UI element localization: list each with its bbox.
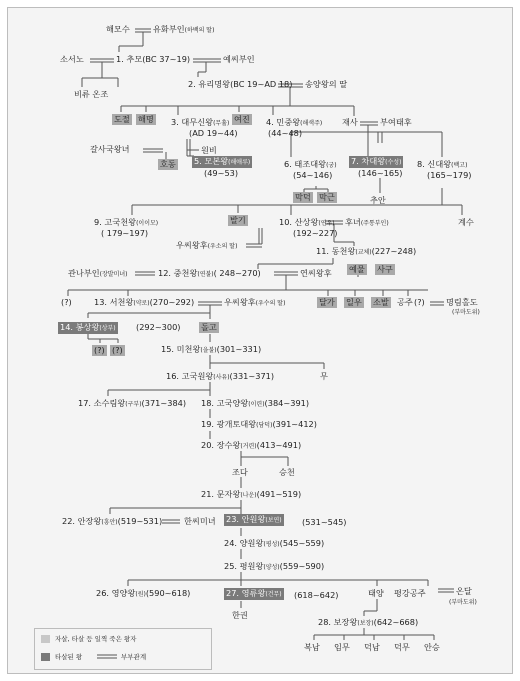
gwanggaeto-aka: (담덕) xyxy=(256,422,273,429)
yeongyang-reign: (590~618) xyxy=(145,588,191,598)
bongsang-aka: (상부) xyxy=(99,325,116,332)
jangsu-reign: (413~491) xyxy=(256,440,302,450)
gwanggaeto-reign: (391~412) xyxy=(272,419,317,429)
diagram-panel xyxy=(7,7,513,674)
sosurim-name: 17. 소수림왕 xyxy=(78,398,126,408)
jungcheon-name: 12. 중천왕 xyxy=(158,268,198,278)
node-yuri xyxy=(188,79,292,90)
gwanna-note: (장발미녀) xyxy=(99,271,128,278)
node-bojang xyxy=(318,617,418,629)
uqueen2-name: 우씨왕후 xyxy=(224,297,256,307)
node-anjang xyxy=(62,516,162,528)
node-buyeo: 부여태후 xyxy=(380,117,412,127)
yangwon-name: 24. 양원왕 xyxy=(224,538,264,548)
pyeongwon-reign: (559~590) xyxy=(279,561,325,571)
anwon-name: 23. 안원왕 xyxy=(226,514,266,524)
node-q3: (?) xyxy=(94,345,105,355)
uqueen-name: 우씨왕후 xyxy=(176,240,208,250)
taejo-name: 6. 태조대왕 xyxy=(284,159,327,169)
micheon-name: 15. 미천왕 xyxy=(161,344,201,354)
jungcheon-aka: (연불) xyxy=(197,271,214,278)
gogugyang-name: 18. 고국양왕 xyxy=(201,398,249,408)
bojang-reign: (642~668) xyxy=(373,617,419,627)
node-chuan: 추안 xyxy=(370,195,386,205)
node-balgi: 발기 xyxy=(230,215,246,225)
dongcheon-reign: (227~248) xyxy=(371,246,417,256)
anwon-aka: (보연) xyxy=(265,517,282,524)
yeongnyu-reign: (618~642) xyxy=(294,590,339,600)
taejo-reign: (54~146) xyxy=(293,170,333,180)
node-jaesa: 재사 xyxy=(342,117,358,127)
sindae-reign: (165~179) xyxy=(427,170,472,180)
node-uqueen2 xyxy=(224,297,285,309)
minjung-name: 4. 민중왕 xyxy=(266,117,301,127)
yangwon-reign: (545~559) xyxy=(279,538,325,548)
node-micheon xyxy=(161,344,261,356)
node-munja xyxy=(201,489,301,501)
munja-name: 21. 문자왕 xyxy=(201,489,241,499)
myeongim-note: (부마도위) xyxy=(452,309,480,316)
jumong-name: 1. 추모 xyxy=(116,54,143,64)
node-dalga: 달가 xyxy=(319,297,335,307)
bongsang-name: 14. 봉상왕 xyxy=(60,322,100,332)
node-dojeol: 도절 xyxy=(114,114,130,124)
yuri-name: 2. 유리명왕 xyxy=(188,79,231,89)
bojang-name: 28. 보장왕 xyxy=(318,617,358,627)
anjang-aka: (흥안) xyxy=(101,519,118,526)
huneo-aka: (주통부인) xyxy=(360,220,389,227)
node-ondal: 온달 xyxy=(456,586,472,596)
yeongnyu-name: 27. 영류왕 xyxy=(226,588,266,598)
node-myeongim: 명림홀도 xyxy=(446,297,478,307)
jangsu-name: 20. 장수왕 xyxy=(201,440,241,450)
anjang-name: 22. 안장왕 xyxy=(62,516,102,526)
sosurim-reign: (371~384) xyxy=(141,398,187,408)
node-gwanna xyxy=(68,268,128,280)
node-hanmi: 한씨미녀 xyxy=(184,516,216,526)
chadae-aka: (수성) xyxy=(385,159,402,166)
minjung-reign: (44~48) xyxy=(268,128,303,138)
legend-light-label: 자살, 타살 등 일찍 죽은 왕자 xyxy=(55,635,137,643)
gwanggaeto-name: 19. 광개토대왕 xyxy=(201,419,257,429)
node-pyeongwon xyxy=(224,561,324,573)
node-sobal: 소발 xyxy=(373,297,389,307)
yeongyang-name: 26. 영양왕 xyxy=(96,588,136,598)
node-biryu-onjo: 비류 온조 xyxy=(74,89,109,99)
node-huneo xyxy=(345,217,389,229)
node-seungcheon: 승천 xyxy=(279,467,295,477)
node-jungcheon xyxy=(158,268,261,280)
node-uqueen xyxy=(176,240,237,252)
node-imu: 임무 xyxy=(334,642,350,652)
node-jumong xyxy=(116,54,190,65)
node-deoknam: 덕남 xyxy=(364,642,380,652)
node-yuhwa xyxy=(153,24,214,36)
huneo-name: 후녀 xyxy=(345,217,361,227)
chadae-name: 7. 차대왕 xyxy=(351,156,386,166)
node-joda: 조다 xyxy=(232,467,248,477)
node-makgeun: 막근 xyxy=(319,192,335,202)
chadae-reign: (146~165) xyxy=(358,168,403,178)
gogukcheon-reign: ( 179~197) xyxy=(101,228,149,238)
node-hodong: 호동 xyxy=(160,159,176,169)
ondal-note: (부마도위) xyxy=(449,599,477,606)
gwanna-name: 관나부인 xyxy=(68,268,100,278)
node-makdeok: 막덕 xyxy=(295,192,311,202)
seocheon-aka: (약로) xyxy=(133,300,150,307)
minjung-aka: (해색주) xyxy=(300,120,323,127)
node-bongsang xyxy=(58,322,118,334)
legend-dark-label: 타살된 왕 xyxy=(55,653,83,661)
bongsang-reign: (292~300) xyxy=(136,322,181,332)
node-ilu: 일우 xyxy=(346,297,362,307)
mobon-reign: (49~53) xyxy=(204,168,239,178)
micheon-reign: (301~331) xyxy=(216,344,262,354)
node-haemosu: 해모수 xyxy=(106,24,130,34)
daemusin-aka: (무휼) xyxy=(213,120,230,127)
node-galsa: 갈사국왕녀 xyxy=(90,144,130,154)
node-q2: (?) xyxy=(414,297,425,307)
uqueen-note: (우소의 딸) xyxy=(207,243,238,250)
node-yeongyang xyxy=(96,588,190,600)
node-hangwon: 한권 xyxy=(232,610,248,620)
micheon-aka: (을불) xyxy=(200,347,217,354)
node-yebul: 예물 xyxy=(349,264,365,274)
node-anwon xyxy=(224,514,284,526)
node-yeonqueen: 연씨왕후 xyxy=(300,268,332,278)
seocheon-name: 13. 서천왕 xyxy=(94,297,134,307)
node-songyang-daughter: 송양왕의 딸 xyxy=(305,79,348,89)
node-taeyang: 태양 xyxy=(368,588,384,598)
gogugwon-name: 16. 고국원왕 xyxy=(166,371,214,381)
munja-aka: (나운) xyxy=(240,492,257,499)
gogugyang-aka: (이련) xyxy=(248,401,265,408)
munja-reign: (491~519) xyxy=(256,489,302,499)
daemusin-name: 3. 대무신왕 xyxy=(171,117,214,127)
node-gyesu: 계수 xyxy=(458,217,474,227)
gogugwon-aka: (사유) xyxy=(213,374,230,381)
taejo-aka: (궁) xyxy=(326,162,337,169)
node-mu: 무 xyxy=(320,371,328,381)
pyeongwon-aka: (양성) xyxy=(263,564,280,571)
node-wonbi: 원비 xyxy=(201,145,217,155)
legend-marriage-symbol xyxy=(97,654,117,660)
connector-lines xyxy=(8,8,514,675)
node-princess: 공주 xyxy=(397,297,413,307)
dongcheon-aka: (교체) xyxy=(355,249,372,256)
mobon-name: 5. 모본왕 xyxy=(194,156,229,166)
legend-dark-swatch xyxy=(41,653,50,661)
seocheon-reign: (270~292) xyxy=(149,297,195,307)
gogugwon-reign: (331~371) xyxy=(229,371,275,381)
legend-box xyxy=(34,628,212,670)
node-yesi: 예씨부인 xyxy=(223,54,255,64)
node-gogugyang xyxy=(201,398,309,410)
node-gogugwon xyxy=(166,371,274,383)
jungcheon-reign: ( 248~270) xyxy=(213,268,261,278)
bojang-aka: (보장) xyxy=(357,620,374,627)
sansang-reign: (192~227) xyxy=(293,228,338,238)
node-boknam: 복남 xyxy=(304,642,320,652)
node-dolgo: 돌고 xyxy=(201,322,217,332)
node-jangsu xyxy=(201,440,301,452)
node-deokmu: 덕무 xyxy=(394,642,410,652)
gogugyang-reign: (384~391) xyxy=(264,398,310,408)
gogukcheon-name: 9. 고국천왕 xyxy=(94,217,137,227)
mobon-aka: (해애루) xyxy=(228,159,251,166)
node-yeojin: 여진 xyxy=(234,114,250,124)
legend-light-swatch xyxy=(41,635,50,643)
uqueen2-note: (우수의 딸) xyxy=(255,300,286,307)
node-gwanggaeto xyxy=(201,419,317,431)
legend-marriage-label: 부부관계 xyxy=(121,653,147,661)
yeongnyu-aka: (건무) xyxy=(265,591,282,598)
node-mobon xyxy=(192,156,252,168)
gogukcheon-aka: (이이모) xyxy=(136,220,159,227)
node-sosurim xyxy=(78,398,186,410)
node-q1: (?) xyxy=(61,297,72,307)
node-chadae xyxy=(349,156,403,168)
sansang-name: 10. 산상왕 xyxy=(279,217,319,227)
yangwon-aka: (평성) xyxy=(263,541,280,548)
node-sagu: 사구 xyxy=(377,264,393,274)
node-dongcheon xyxy=(316,246,416,258)
node-pyeonggang: 평강공주 xyxy=(394,588,426,598)
yuhwa-note: (하백의 딸) xyxy=(184,27,215,34)
dongcheon-name: 11. 동천왕 xyxy=(316,246,356,256)
sansang-aka: (연우) xyxy=(318,220,335,227)
anjang-reign: (519~531) xyxy=(117,516,163,526)
anwon-reign: (531~545) xyxy=(302,517,347,527)
node-q4: (?) xyxy=(112,345,123,355)
daemusin-reign: (AD 19~44) xyxy=(189,128,238,138)
node-soseono: 소서노 xyxy=(60,54,84,64)
yeongyang-aka: (원) xyxy=(135,591,146,598)
sosurim-aka: (구부) xyxy=(125,401,142,408)
jumong-note: (BC 37~19) xyxy=(142,54,191,64)
jangsu-aka: (거련) xyxy=(240,443,257,450)
sindae-aka: (백고) xyxy=(451,162,468,169)
node-yangwon xyxy=(224,538,324,550)
yuri-note: (BC 19~AD 18) xyxy=(230,79,293,89)
node-yeongnyu xyxy=(224,588,284,600)
node-seocheon xyxy=(94,297,194,309)
sindae-name: 8. 신대왕 xyxy=(417,159,452,169)
yuhwa-name: 유화부인 xyxy=(153,24,185,34)
node-ansung: 안승 xyxy=(424,642,440,652)
node-haemyeong: 해명 xyxy=(138,114,154,124)
pyeongwon-name: 25. 평원왕 xyxy=(224,561,264,571)
